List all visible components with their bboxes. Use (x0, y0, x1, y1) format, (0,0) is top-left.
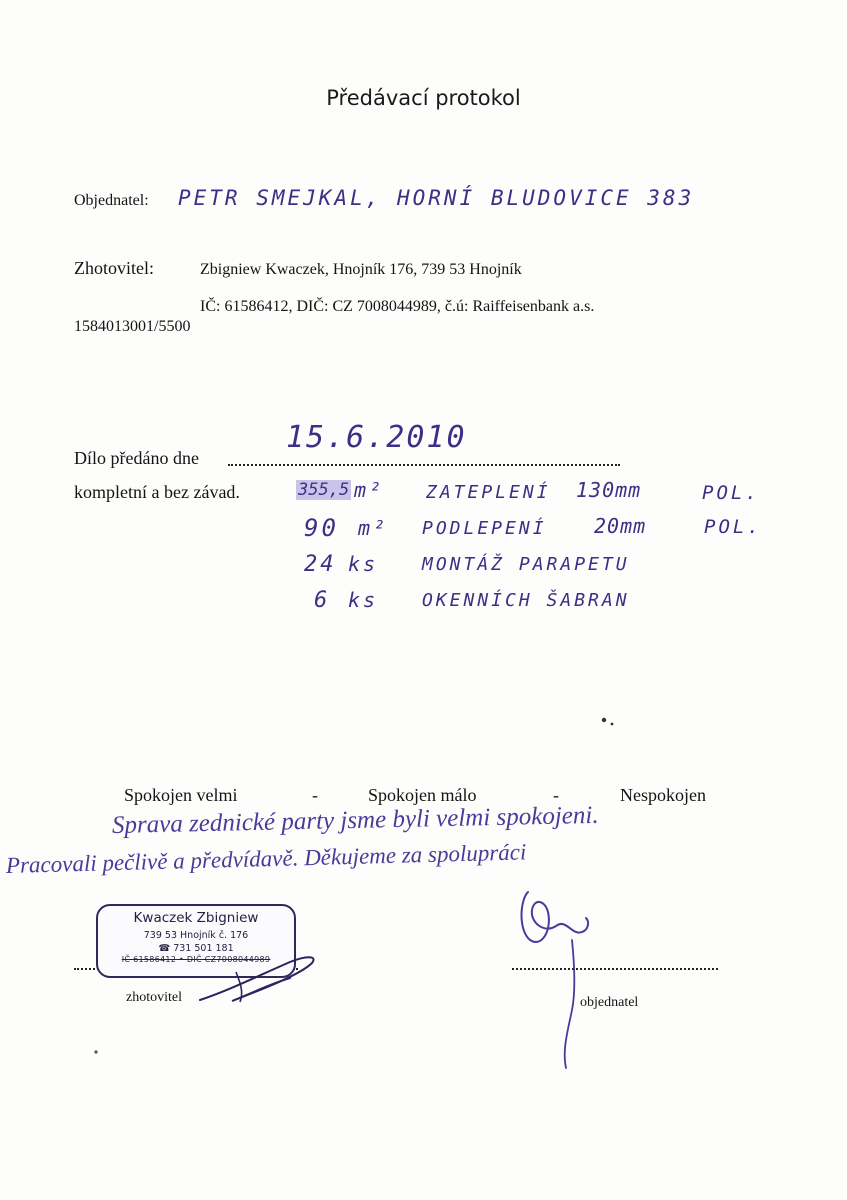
satisfaction-option-very: Spokojen velmi (124, 785, 238, 805)
item-unit: m² (354, 478, 385, 502)
item-desc: PODLEPENÍ (422, 518, 547, 539)
zhotovitel-line3: 1584013001/5500 (74, 318, 191, 335)
customer-signature-line (512, 968, 718, 970)
item-note: POL. (702, 482, 760, 504)
satisfaction-separator: - (553, 785, 559, 805)
item-qty: 6 (314, 588, 331, 613)
stamp-phone: ☎ 731 501 181 (158, 943, 234, 954)
stamp-name: Kwaczek Zbigniew (133, 910, 259, 926)
item-note: POL. (704, 516, 762, 538)
item-unit: ks (348, 588, 379, 612)
objednatel-value: PETR SMEJKAL, HORNÍ BLUDOVICE 383 (178, 186, 695, 210)
satisfaction-separator: - (312, 785, 318, 805)
customer-label: objednatel (580, 995, 639, 1010)
item-desc: ZATEPLENÍ (426, 482, 551, 503)
items-list (286, 474, 786, 634)
date-dotted-line (228, 464, 620, 466)
stamp-ids: IČ 61586412 • DIČ CZ7008044989 (121, 955, 271, 964)
customer-comment-line2: Pracovali pečlivě a předvídavě. Děkujeme za spolupráci (5, 839, 527, 878)
item-unit: m² (358, 516, 389, 540)
company-stamp (96, 904, 296, 978)
document-title: Předávací protokol (326, 86, 521, 110)
zhotovitel-line1: Zbigniew Kwaczek, Hnojník 176, 739 53 Hnojník (200, 261, 522, 278)
zhotovitel-line2: IČ: 61586412, DIČ: CZ 7008044989, č.ú: Raiffeisenbank a.s. (200, 298, 595, 315)
item-qty: 24 (304, 552, 337, 577)
paper-speck (602, 718, 606, 722)
stamp-address: 739 53 Hnojník č. 176 (143, 930, 249, 941)
zhotovitel-label: Zhotovitel: (74, 258, 154, 278)
paper-speck (94, 1050, 97, 1053)
handover-status-label: kompletní a bez závad. (74, 482, 240, 502)
item-desc: OKENNÍCH ŠABRAN (422, 590, 630, 611)
handover-date-value: 15.6.2010 (286, 420, 467, 455)
item-size: 20mm (594, 514, 647, 538)
customer-signature-stroke (565, 940, 575, 1068)
contractor-label: zhotovitel (126, 990, 182, 1005)
satisfaction-option-not: Nespokojen (620, 785, 706, 805)
item-qty: 90 (304, 514, 339, 542)
item-desc: MONTÁŽ PARAPETU (422, 554, 630, 575)
item-size: 130mm (576, 478, 642, 502)
handover-date-label: Dílo předáno dne (74, 448, 199, 468)
customer-signature-stroke (522, 892, 589, 942)
item-unit: ks (348, 552, 379, 576)
item-qty: 355,5 (298, 480, 350, 500)
customer-comment-line1: Sprava zednické party jsme byli velmi spokojeni. (111, 801, 599, 839)
objednatel-label: Objednatel: (74, 192, 149, 209)
paper-speck (611, 723, 614, 726)
satisfaction-option-little: Spokojen málo (368, 785, 477, 805)
